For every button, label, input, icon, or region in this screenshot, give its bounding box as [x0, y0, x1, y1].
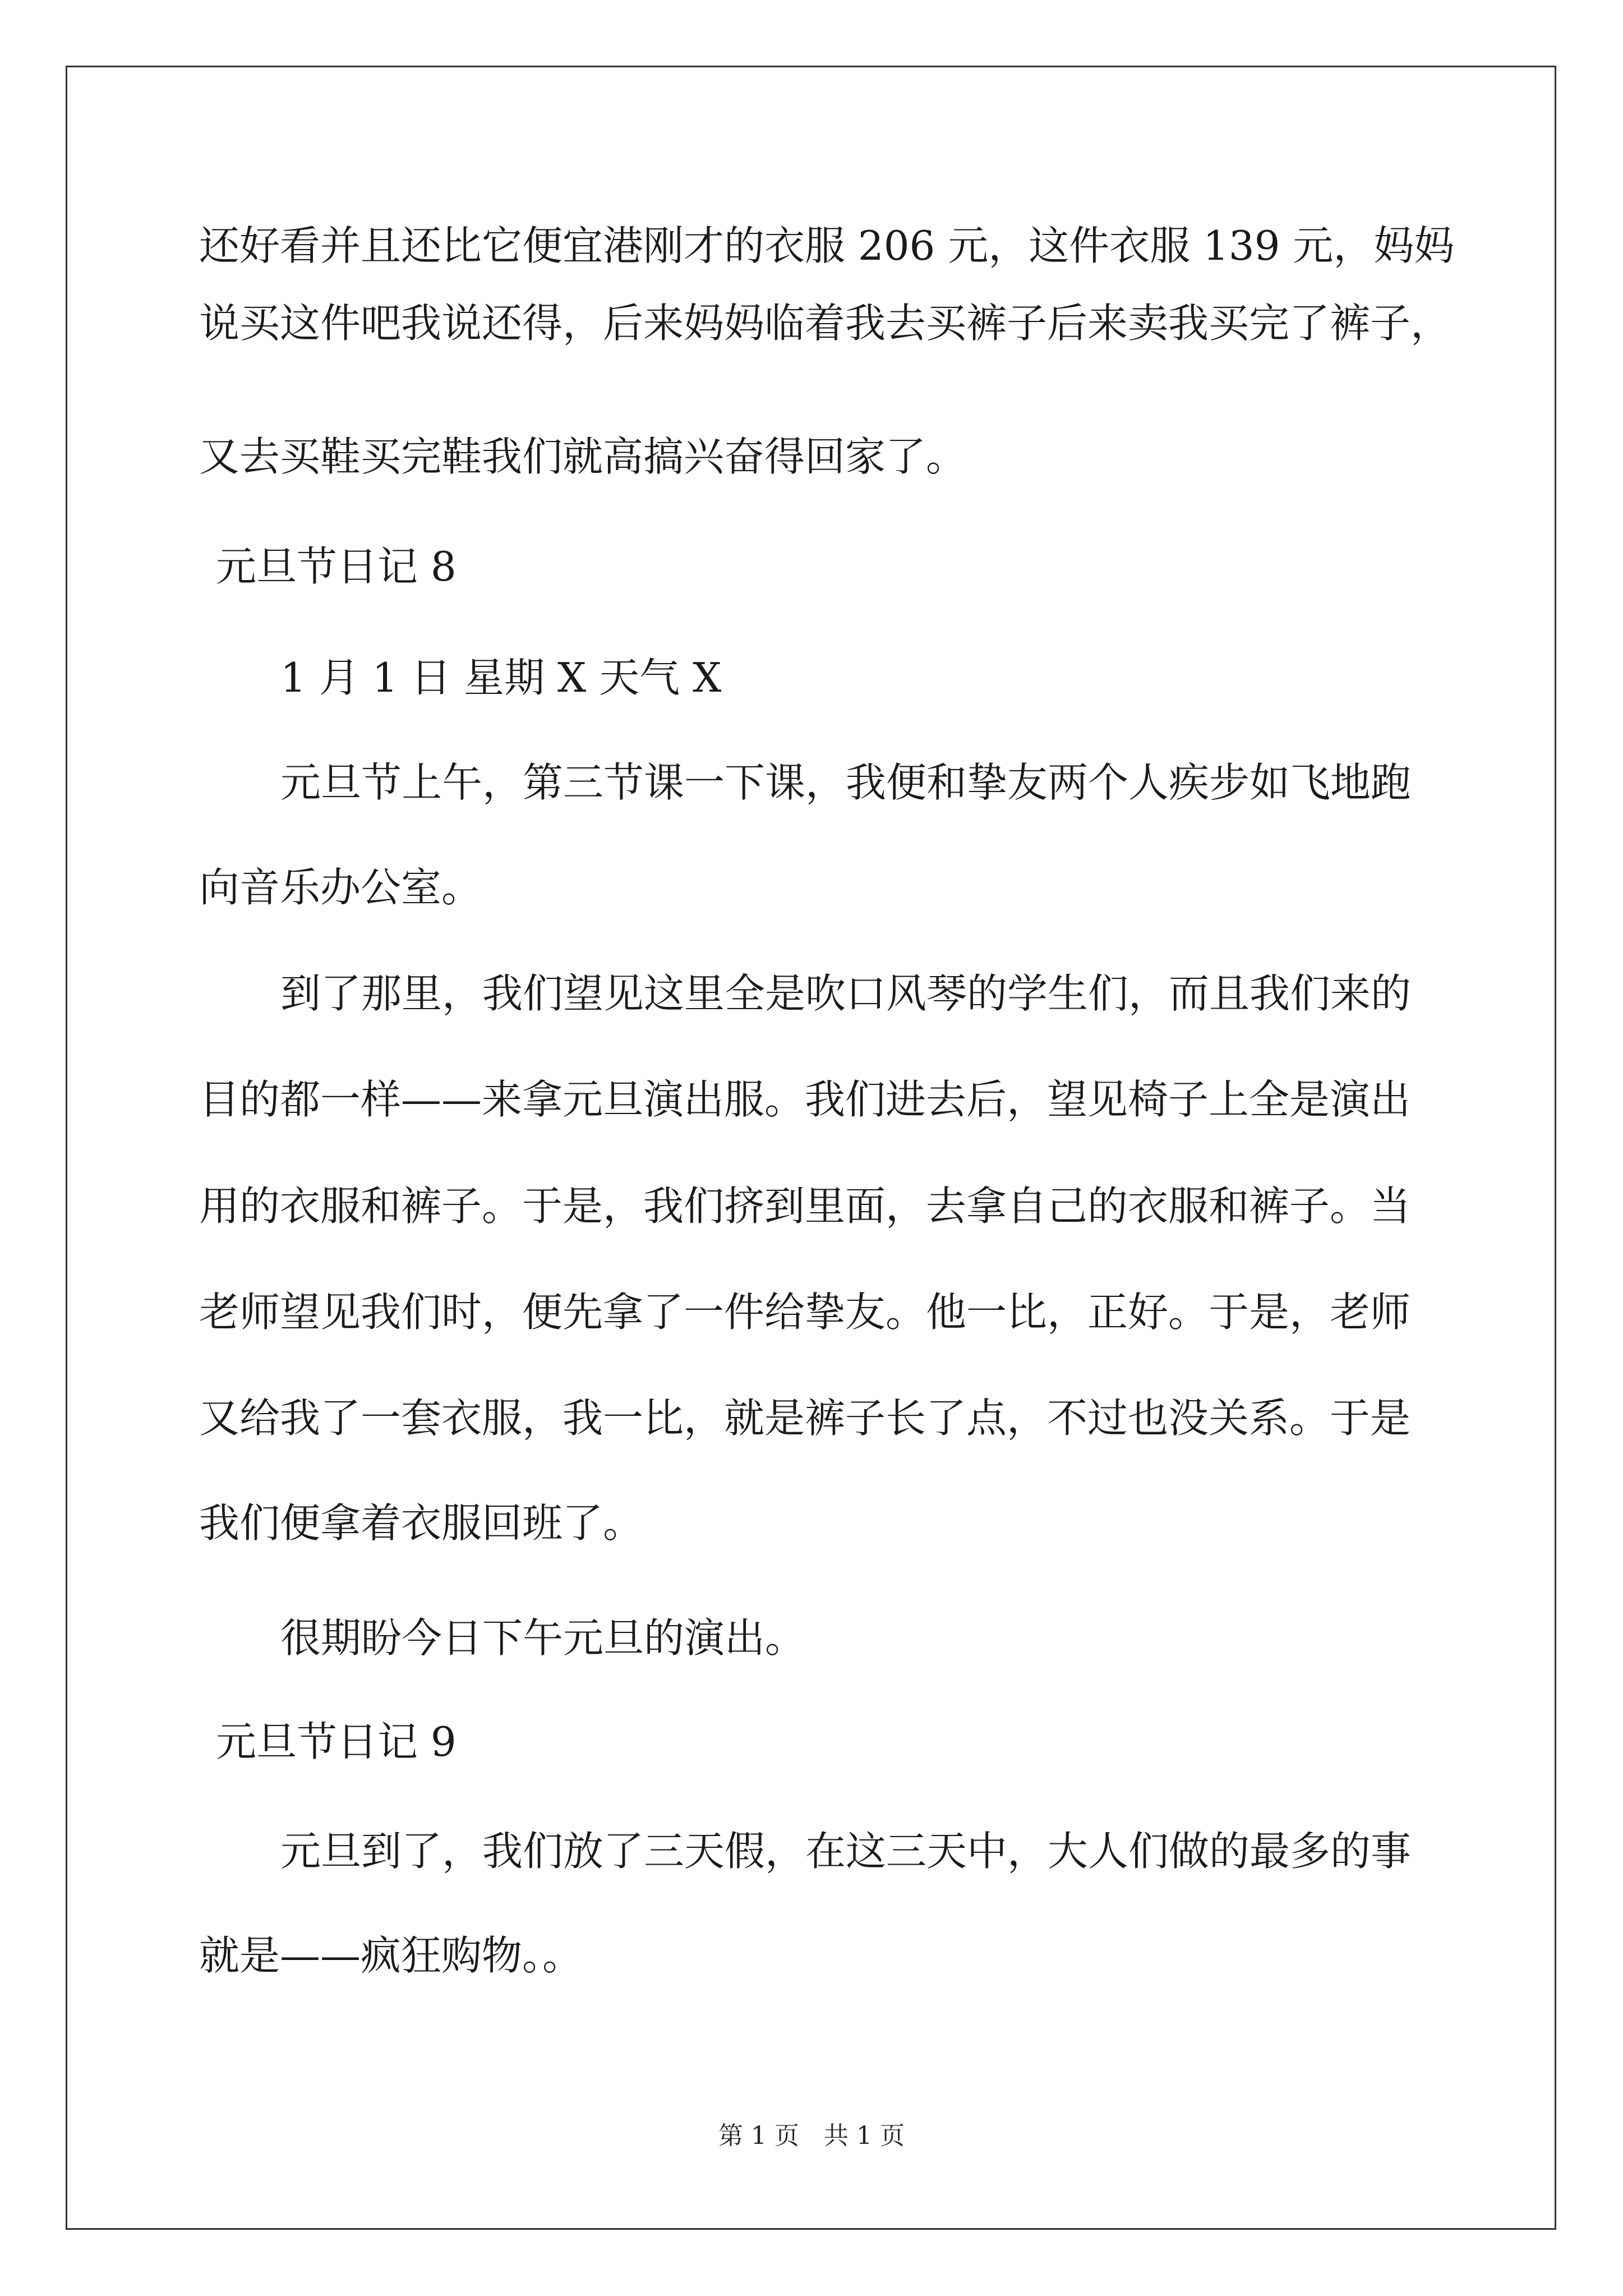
body-text-line: 很期盼今日下午元旦的演出。 [280, 1614, 806, 1662]
body-text-line: 用的衣服和裤子。于是，我们挤到里面，去拿自己的衣服和裤子。当 [199, 1182, 1411, 1230]
body-text-line: 目的都一样——来拿元旦演出服。我们进去后，望见椅子上全是演出 [199, 1076, 1411, 1123]
body-text-line: 又去买鞋买完鞋我们就高搞兴奋得回家了。 [199, 433, 967, 480]
body-text-line: 元旦节上午，第三节课一下课，我便和挚友两个人疾步如飞地跑 [280, 759, 1412, 806]
body-text-line: 元旦到了，我们放了三天假，在这三天中，大人们做的最多的事 [280, 1828, 1412, 1875]
section-heading: 元旦节日记 9 [216, 1718, 457, 1765]
body-text-line: 还好看并且还比它便宜港刚才的衣服 206 元，这件衣服 139 元，妈妈 [199, 222, 1455, 269]
diary-date-line: 1 月 1 日 星期 X 天气 X [280, 654, 722, 701]
body-text-line: 我们便拿着衣服回班了。 [199, 1499, 644, 1547]
section-heading: 元旦节日记 8 [216, 543, 457, 590]
body-text-line: 老师望见我们时，便先拿了一件给挚友。他一比，正好。于是，老师 [199, 1289, 1411, 1336]
page-border [66, 66, 1556, 2230]
body-text-line: 又给我了一套衣服，我一比，就是裤子长了点，不过也没关系。于是 [199, 1395, 1411, 1442]
body-text-line: 向音乐办公室。 [199, 864, 482, 911]
page-number-footer: 第 1 页 共 1 页 [718, 2122, 905, 2150]
body-text-line: 到了那里，我们望见这里全是吹口风琴的学生们，而且我们来的 [280, 970, 1412, 1017]
body-text-line: 就是——疯狂购物。。 [199, 1932, 583, 1979]
body-text-line: 说买这件吧我说还得，后来妈妈临着我去买裤子后来卖我买完了裤子， [199, 300, 1451, 347]
